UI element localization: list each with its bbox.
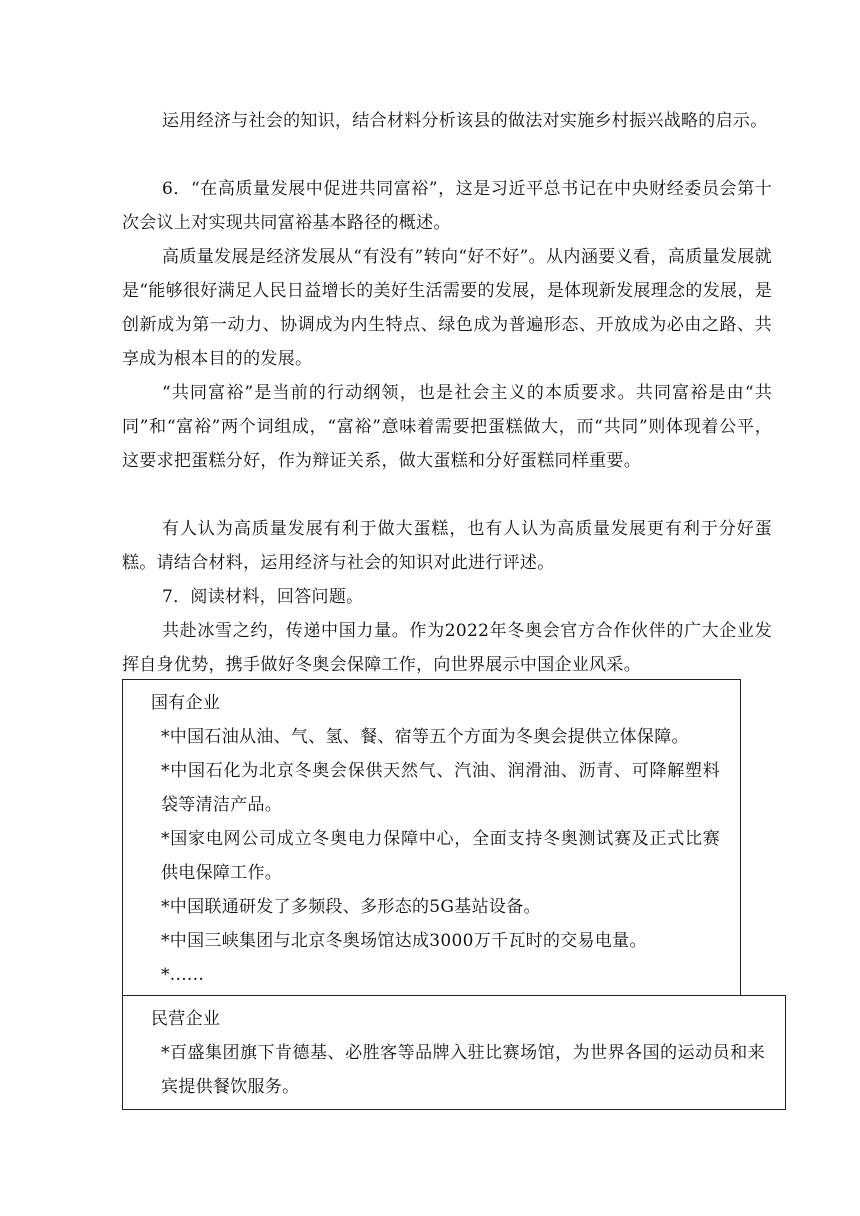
question-6-material-2: “共同富裕”是当前的行动纲领，也是社会主义的本质要求。共同富裕是由“共同”和“富裕”两个词组成，“富裕”意味着需要把蛋糕做大，而“共同”则体现着公平，这要求把蛋糕分好，作为辩证关系，做大蛋糕和分好蛋糕同样重要。 bbox=[122, 383, 772, 471]
state-owned-item: *...... bbox=[161, 965, 205, 985]
private-enterprises-box bbox=[122, 995, 786, 1110]
question-6-stem: 6．“在高质量发展中促进共同富裕”，这是习近平总书记在中央财经委员会第十次会议上对实现共同富裕基本路径的概述。 bbox=[122, 179, 772, 233]
state-owned-enterprises-box bbox=[122, 679, 741, 996]
question-6-task: 有人认为高质量发展有利于做大蛋糕，也有人认为高质量发展更有利于分好蛋糕。请结合材料，运用经济与社会的知识对此进行评述。 bbox=[122, 519, 772, 573]
paragraph-q5-task: 运用经济与社会的知识，结合材料分析该县的做法对实施乡村振兴战略的启示。 bbox=[162, 111, 768, 131]
state-owned-title: 国有企业 bbox=[151, 693, 221, 713]
state-owned-item: *中国石化为北京冬奥会保供天然气、汽油、润滑油、沥青、可降解塑料袋等清洁产品。 bbox=[161, 761, 720, 815]
question-7-stem: 7．阅读材料，回答问题。 bbox=[162, 587, 364, 607]
private-title: 民营企业 bbox=[151, 1009, 221, 1029]
state-owned-item: *中国三峡集团与北京冬奥场馆达成3000万千瓦时的交易电量。 bbox=[161, 931, 647, 951]
state-owned-item: *国家电网公司成立冬奥电力保障中心，全面支持冬奥测试赛及正式比赛供电保障工作。 bbox=[161, 829, 720, 883]
question-6-material-1: 高质量发展是经济发展从“有没有”转向“好不好”。从内涵要义看，高质量发展就是“能够很好满足人民日益增长的美好生活需要的发展，是体现新发展理念的发展，是创新成为第一动力、协调成为内生特点、绿色成为普遍形态、开放成为必由之路、共享成为根本目的的发展。 bbox=[122, 247, 772, 369]
state-owned-item: *中国联通研发了多频段、多形态的5G基站设备。 bbox=[161, 897, 541, 917]
question-7-material-1: 共赴冰雪之约，传递中国力量。作为2022年冬奥会官方合作伙伴的广大企业发挥自身优势，携手做好冬奥会保障工作，向世界展示中国企业风采。 bbox=[122, 621, 772, 675]
state-owned-item: *中国石油从油、气、氢、餐、宿等五个方面为冬奥会提供立体保障。 bbox=[161, 727, 689, 747]
private-item: *百盛集团旗下肯德基、必胜客等品牌入驻比赛场馆，为世界各国的运动员和来宾提供餐饮服务。 bbox=[161, 1043, 765, 1097]
